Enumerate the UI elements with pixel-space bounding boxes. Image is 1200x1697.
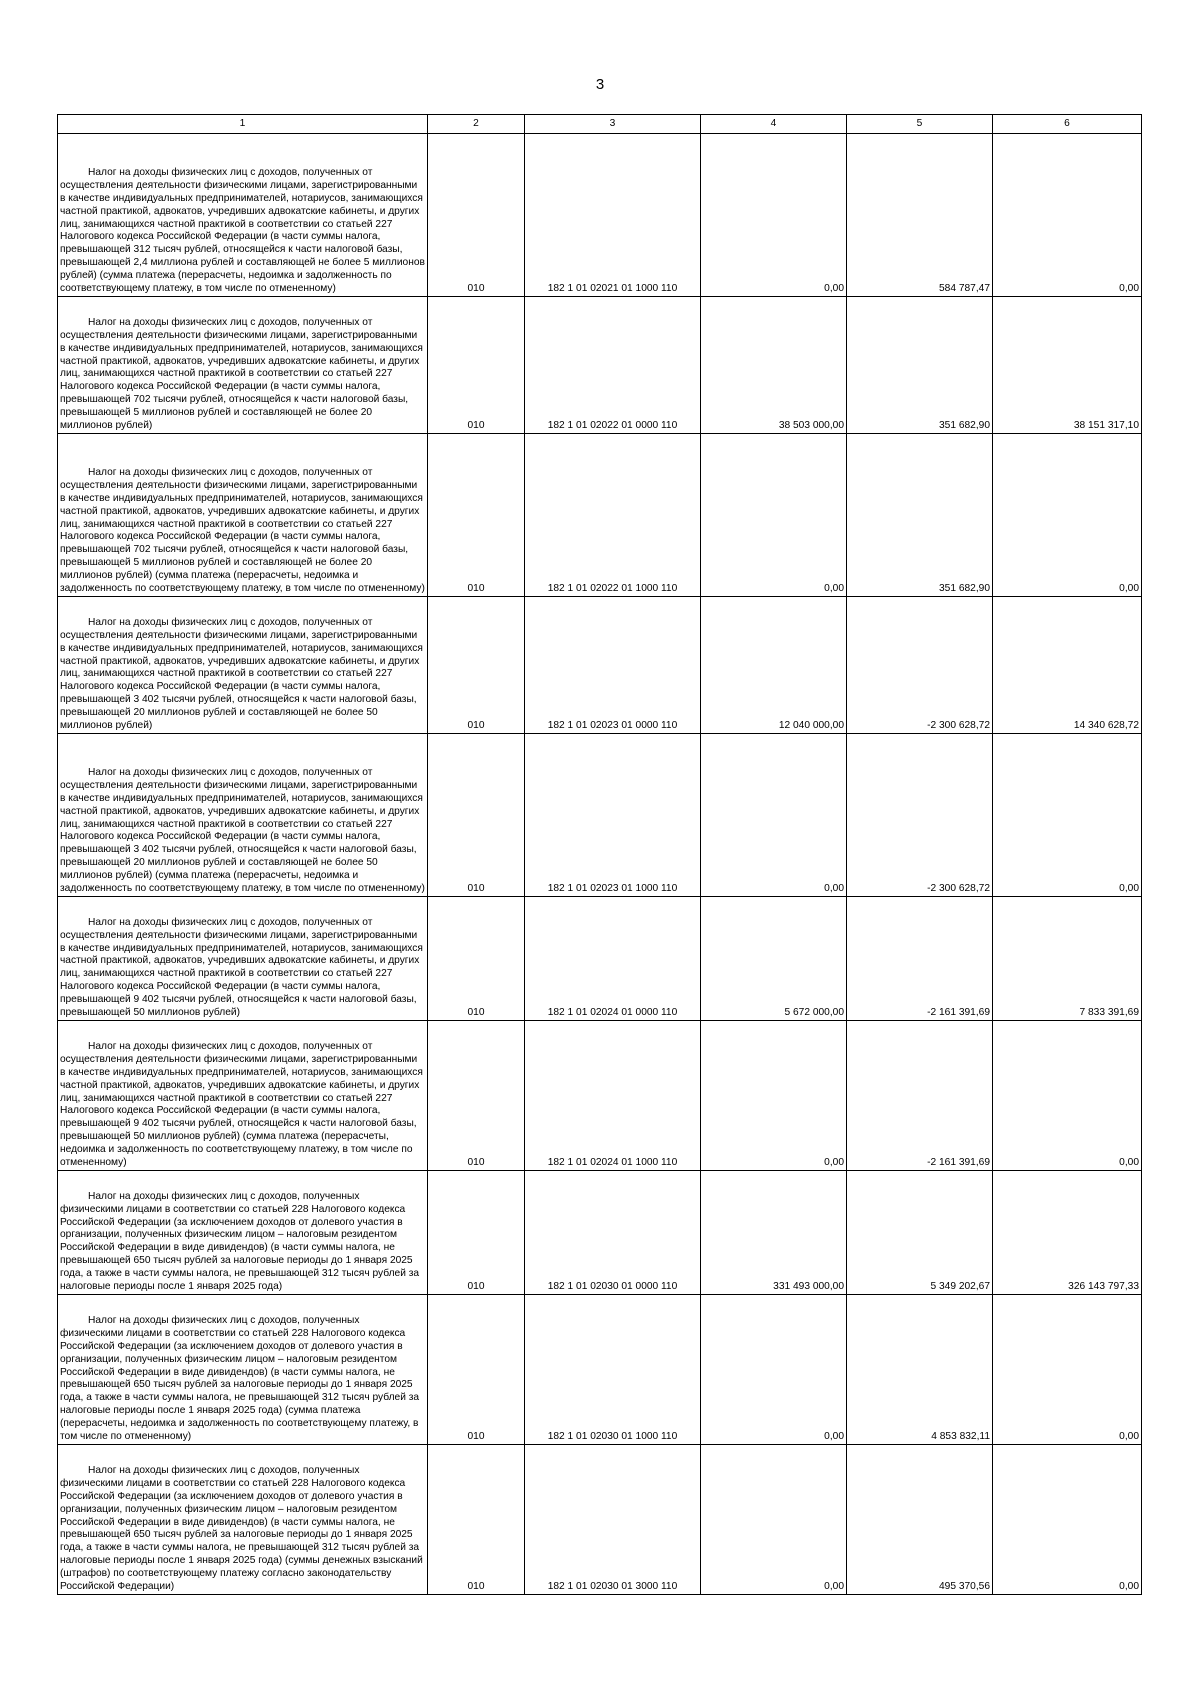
column-header-3: 3	[525, 115, 701, 134]
row-value-col4: 0,00	[701, 1295, 847, 1445]
row-value-col5: -2 300 628,72	[847, 734, 993, 897]
row-value-col4: 12 040 000,00	[701, 597, 847, 734]
row-value-col4: 0,00	[701, 734, 847, 897]
row-value-col5: 5 349 202,67	[847, 1171, 993, 1295]
row-value-col6: 38 151 317,10	[993, 297, 1142, 434]
row-line-code: 010	[428, 734, 525, 897]
row-description: Налог на доходы физических лиц с доходов, полученных от осуществления деятельности физическими лицами, зарегистрированными в качестве индивидуальных предпринимателей, нотариусов, занимающихся частной практикой, адвокатов, учредивших адвокатские кабинеты, и других лиц, занимающихся частной практикой в соответствии со статьей 227 Налогового кодекса Российской Федерации (в части суммы налога, превышающей 312 тысяч рублей, относящейся к части налоговой базы, превышающей 2,4 миллиона рублей и составляющей не более 5 миллионов рублей) (сумма платежа (перерасчеты, недоимка и задолженность по соответствующему платежу, в том числе по отмененному)	[58, 134, 428, 297]
row-line-code: 010	[428, 134, 525, 297]
row-description: Налог на доходы физических лиц с доходов, полученных от осуществления деятельности физическими лицами, зарегистрированными в качестве индивидуальных предпринимателей, нотариусов, занимающихся частной практикой, адвокатов, учредивших адвокатские кабинеты, и других лиц, занимающихся частной практикой в соответствии со статьей 227 Налогового кодекса Российской Федерации (в части суммы налога, превышающей 9 402 тысячи рублей, относящейся к части налоговой базы, превышающей 50 миллионов рублей) (сумма платежа (перерасчеты, недоимка и задолженность по соответствующему платежу, в том числе по отмененному)	[58, 1021, 428, 1171]
row-kbk-code: 182 1 01 02021 01 1000 110	[525, 134, 701, 297]
row-value-col5: -2 161 391,69	[847, 897, 993, 1021]
row-description: Налог на доходы физических лиц с доходов, полученных от осуществления деятельности физическими лицами, зарегистрированными в качестве индивидуальных предпринимателей, нотариусов, занимающихся частной практикой, адвокатов, учредивших адвокатские кабинеты, и других лиц, занимающихся частной практикой в соответствии со статьей 227 Налогового кодекса Российской Федерации (в части суммы налога, превышающей 702 тысячи рублей, относящейся к части налоговой базы, превышающей 5 миллионов рублей и составляющей не более 20 миллионов рублей) (сумма платежа (перерасчеты, недоимка и задолженность по соответствующему платежу, в том числе по отмененному)	[58, 434, 428, 597]
row-value-col6: 0,00	[993, 1445, 1142, 1595]
row-kbk-code: 182 1 01 02024 01 0000 110	[525, 897, 701, 1021]
row-description: Налог на доходы физических лиц с доходов, полученных от осуществления деятельности физическими лицами, зарегистрированными в качестве индивидуальных предпринимателей, нотариусов, занимающихся частной практикой, адвокатов, учредивших адвокатские кабинеты, и других лиц, занимающихся частной практикой в соответствии со статьей 227 Налогового кодекса Российской Федерации (в части суммы налога, превышающей 9 402 тысячи рублей, относящейся к части налоговой базы, превышающей 50 миллионов рублей)	[58, 897, 428, 1021]
row-kbk-code: 182 1 01 02030 01 1000 110	[525, 1295, 701, 1445]
row-description: Налог на доходы физических лиц с доходов, полученных от осуществления деятельности физическими лицами, зарегистрированными в качестве индивидуальных предпринимателей, нотариусов, занимающихся частной практикой, адвокатов, учредивших адвокатские кабинеты, и других лиц, занимающихся частной практикой в соответствии со статьей 227 Налогового кодекса Российской Федерации (в части суммы налога, превышающей 3 402 тысячи рублей, относящейся к части налоговой базы, превышающей 20 миллионов рублей и составляющей не более 50 миллионов рублей)	[58, 597, 428, 734]
table-row	[58, 1171, 1142, 1295]
row-value-col4: 38 503 000,00	[701, 297, 847, 434]
row-value-col5: 584 787,47	[847, 134, 993, 297]
row-kbk-code: 182 1 01 02024 01 1000 110	[525, 1021, 701, 1171]
table-row	[58, 597, 1142, 734]
column-header-4: 4	[701, 115, 847, 134]
column-header-6: 6	[993, 115, 1142, 134]
row-kbk-code: 182 1 01 02023 01 1000 110	[525, 734, 701, 897]
row-line-code: 010	[428, 297, 525, 434]
row-value-col6: 0,00	[993, 734, 1142, 897]
table-row	[58, 897, 1142, 1021]
row-value-col4: 0,00	[701, 134, 847, 297]
row-line-code: 010	[428, 1445, 525, 1595]
row-line-code: 010	[428, 597, 525, 734]
column-header-2: 2	[428, 115, 525, 134]
row-value-col6: 0,00	[993, 434, 1142, 597]
row-value-col4: 0,00	[701, 1021, 847, 1171]
row-value-col6: 0,00	[993, 1021, 1142, 1171]
table-row	[58, 734, 1142, 897]
row-line-code: 010	[428, 434, 525, 597]
row-kbk-code: 182 1 01 02030 01 0000 110	[525, 1171, 701, 1295]
row-line-code: 010	[428, 1171, 525, 1295]
column-number-header-row	[58, 115, 1142, 134]
row-description: Налог на доходы физических лиц с доходов, полученных от осуществления деятельности физическими лицами, зарегистрированными в качестве индивидуальных предпринимателей, нотариусов, занимающихся частной практикой, адвокатов, учредивших адвокатские кабинеты, и других лиц, занимающихся частной практикой в соответствии со статьей 227 Налогового кодекса Российской Федерации (в части суммы налога, превышающей 3 402 тысячи рублей, относящейся к части налоговой базы, превышающей 20 миллионов рублей и составляющей не более 50 миллионов рублей) (сумма платежа (перерасчеты, недоимка и задолженность по соответствующему платежу, в том числе по отмененному)	[58, 734, 428, 897]
row-value-col5: -2 300 628,72	[847, 597, 993, 734]
row-kbk-code: 182 1 01 02022 01 0000 110	[525, 297, 701, 434]
row-description: Налог на доходы физических лиц с доходов, полученных физическими лицами в соответствии со статьей 228 Налогового кодекса Российской Федерации (за исключением доходов от долевого участия в организации, полученных физическим лицом – налоговым резидентом Российской Федерации в виде дивидендов) (в части суммы налога, не превышающей 650 тысяч рублей за налоговые периоды до 1 января 2025 года, а также в части суммы налога, не превышающей 312 тысяч рублей за налоговые периоды после 1 января 2025 года) (суммы денежных взысканий (штрафов) по соответствующему платежу согласно законодательству Российской Федерации)	[58, 1445, 428, 1595]
row-line-code: 010	[428, 1295, 525, 1445]
column-header-5: 5	[847, 115, 993, 134]
row-value-col6: 0,00	[993, 134, 1142, 297]
row-description: Налог на доходы физических лиц с доходов, полученных от осуществления деятельности физическими лицами, зарегистрированными в качестве индивидуальных предпринимателей, нотариусов, занимающихся частной практикой, адвокатов, учредивших адвокатские кабинеты, и других лиц, занимающихся частной практикой в соответствии со статьей 227 Налогового кодекса Российской Федерации (в части суммы налога, превышающей 702 тысячи рублей, относящейся к части налоговой базы, превышающей 5 миллионов рублей и составляющей не более 20 миллионов рублей)	[58, 297, 428, 434]
page-number: 3	[595, 76, 605, 93]
row-value-col5: 4 853 832,11	[847, 1295, 993, 1445]
row-description: Налог на доходы физических лиц с доходов, полученных физическими лицами в соответствии со статьей 228 Налогового кодекса Российской Федерации (за исключением доходов от долевого участия в организации, полученных физическим лицом – налоговым резидентом Российской Федерации в виде дивидендов) (в части суммы налога, не превышающей 650 тысяч рублей за налоговые периоды до 1 января 2025 года, а также в части суммы налога, не превышающей 312 тысяч рублей за налоговые периоды после 1 января 2025 года) (сумма платежа (перерасчеты, недоимка и задолженность по соответствующему платежу, в том числе по отмененному)	[58, 1295, 428, 1445]
row-value-col6: 7 833 391,69	[993, 897, 1142, 1021]
row-kbk-code: 182 1 01 02030 01 3000 110	[525, 1445, 701, 1595]
row-value-col5: 495 370,56	[847, 1445, 993, 1595]
row-value-col5: 351 682,90	[847, 297, 993, 434]
row-value-col5: 351 682,90	[847, 434, 993, 597]
row-value-col4: 331 493 000,00	[701, 1171, 847, 1295]
row-line-code: 010	[428, 897, 525, 1021]
row-kbk-code: 182 1 01 02022 01 1000 110	[525, 434, 701, 597]
table-row	[58, 434, 1142, 597]
row-value-col4: 0,00	[701, 434, 847, 597]
row-value-col4: 0,00	[701, 1445, 847, 1595]
table-row	[58, 1021, 1142, 1171]
row-value-col5: -2 161 391,69	[847, 1021, 993, 1171]
row-value-col6: 326 143 797,33	[993, 1171, 1142, 1295]
row-value-col6: 14 340 628,72	[993, 597, 1142, 734]
column-header-1: 1	[58, 115, 428, 134]
row-line-code: 010	[428, 1021, 525, 1171]
revenue-table	[57, 114, 1142, 1595]
table-row	[58, 134, 1142, 297]
row-value-col6: 0,00	[993, 1295, 1142, 1445]
row-description: Налог на доходы физических лиц с доходов, полученных физическими лицами в соответствии со статьей 228 Налогового кодекса Российской Федерации (за исключением доходов от долевого участия в организации, полученных физическим лицом – налоговым резидентом Российской Федерации в виде дивидендов) (в части суммы налога, не превышающей 650 тысяч рублей за налоговые периоды до 1 января 2025 года, а также в части суммы налога, не превышающей 312 тысяч рублей за налоговые периоды после 1 января 2025 года)	[58, 1171, 428, 1295]
row-value-col4: 5 672 000,00	[701, 897, 847, 1021]
table-row	[58, 1445, 1142, 1595]
row-kbk-code: 182 1 01 02023 01 0000 110	[525, 597, 701, 734]
table-row	[58, 1295, 1142, 1445]
table-row	[58, 297, 1142, 434]
